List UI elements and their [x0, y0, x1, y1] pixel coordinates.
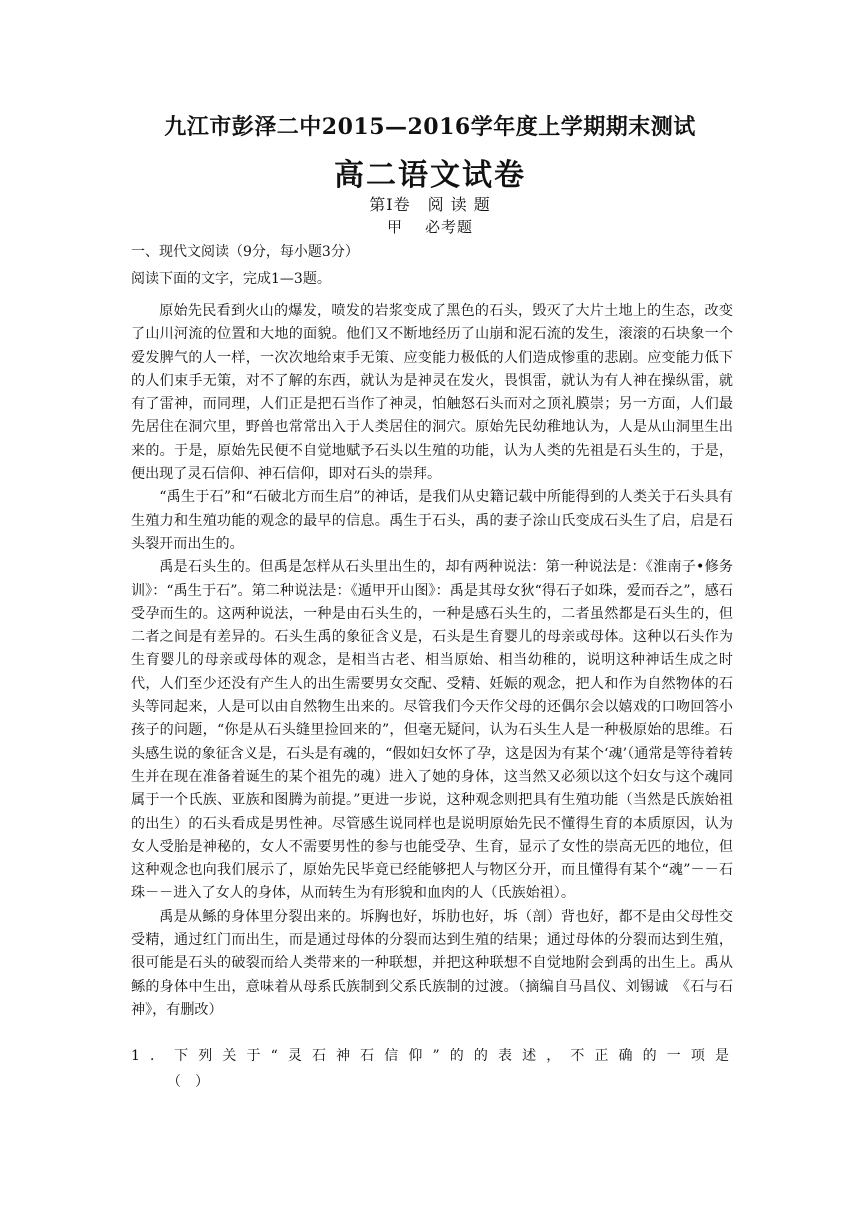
- part-title: [0, 216, 860, 237]
- part-name: 必考题: [425, 218, 474, 236]
- section-heading: 一、现代文阅读（9分，每小题3分）: [131, 244, 359, 260]
- section-instruction: 阅读下面的文字，完成1—3题。: [131, 271, 331, 287]
- passage-paragraph: “禹生于石”和“石破北方而生启”的神话，是我们从史籍记载中所能得到的人类关于石头具有生殖力和生殖功能的观念的最早的信息。禹生于石头，禹的妻子涂山氏变成石头生了启，启是石头裂开而出生的。: [131, 489, 733, 552]
- paper-title: 高二语文试卷: [334, 158, 526, 193]
- volume-title: 第Ⅰ卷 阅 读 题: [369, 195, 491, 214]
- passage-paragraph: 禹是石头生的。但禹是怎样从石头里出生的，却有两种说法：第一种说法是：《淮南子•修务训》：“禹生于石”。第二种说法是：《遁甲开山图》：禹是其母女狄“得石子如珠，爱而吞之”，感石受孕而生的。这两种说法，一种是由石头生的，一种是感石头生的，二者虽然都是石头生的，但二者之间是有差异的。石头生禹的象征含义是，石头是生育婴儿的母亲或母体。这种以石头作为生育婴儿的母亲或母体的观念，是相当古老、相当原始、相当幼稚的，说明这种神话生成之时代，人们至少还没有产生人的出生需要男女交配、受精、妊娠的观念，把人和作为自然物体的石头等同起来，人是可以由自然物生出来的。尽管我们今天作父母的还偶尔会以嬉戏的口吻回答小孩子的问题，“你是从石头缝里捡回来的”，但毫无疑问，认为石头生人是一种极原始的思维。石头感生说的象征含义是，石头是有魂的，“假如妇女怀了孕，这是因为有某个‘魂’（通常是等待着转生并在现在准备着诞生的某个祖先的魂）进入了她的身体，这当然又必须以这个妇女与这个魂同属于一个氏族、亚族和图腾为前提。”更进一步说，这种观念则把具有生殖功能（当然是氏族始祖的出生）的石头看成是男性神。尽管感生说同样也是说明原始先民不懂得生育的本质原因，认为女人受胎是神秘的，女人不需要男性的参与也能受孕、生育，显示了女性的崇高无匹的地位，但这种观念也向我们展示了，原始先民毕竟已经能够把人与物区分开，而且懂得有某个“魂”－－石珠－－进入了女人的身体，从而转生为有形貌和血肉的人（氏族始祖）。: [131, 559, 733, 902]
- passage-paragraph: 禹是从鲧的身体里分裂出来的。坼胸也好，坼肋也好，坼（剖）背也好，都不是由父母性交受精，通过红门而出生，而是通过母体的分裂而达到生殖的结果；通过母体的分裂而达到生殖，很可能是石头的破裂而给人类带来的一种联想，并把这种联想不自觉地附会到禹的出生上。禹从鲧的身体中生出，意味着从母系氏族制到父系氏族制的过渡。（摘编自马昌仪、刘锡诚 《石与石神》，有删改）: [131, 908, 733, 1018]
- answer-bracket: （ ）: [167, 1074, 209, 1090]
- passage-paragraph: 原始先民看到火山的爆发，喷发的岩浆变成了黑色的石头，毁灭了大片土地上的生态，改变了山川河流的位置和大地的面貌。他们又不断地经历了山崩和泥石流的发生，滚滚的石块象一个爱发脾气的人一样，一次次地给束手无策、应变能力极低的人们造成惨重的悲剧。应变能力低下的人们束手无策，对不了解的东西，就认为是神灵在发火，畏惧雷，就认为有人神在操纵雷，就有了雷神，而同理，人们正是把石当作了神灵，怕触怒石头而对之顶礼膜崇；另一方面，人们最先居住在洞穴里，野兽也常常出入于人类居住的洞穴。原始先民幼稚地认为，人是从山洞里生出来的。于是，原始先民便不自觉地赋予石头以生殖的功能，认为人类的先祖是石头生的，于是，便出现了灵石信仰、神石信仰，即对石头的崇拜。: [131, 303, 733, 483]
- reading-passage: [131, 300, 733, 1022]
- question-stem: 1．下列关于“灵石神石信仰”的的表述，不正确的一项是: [131, 1048, 733, 1064]
- part-label: 甲: [386, 218, 403, 236]
- question-1: [131, 1043, 733, 1095]
- school-title: 九江市彭泽二中2015—2016学年度上学期期末测试: [164, 114, 696, 140]
